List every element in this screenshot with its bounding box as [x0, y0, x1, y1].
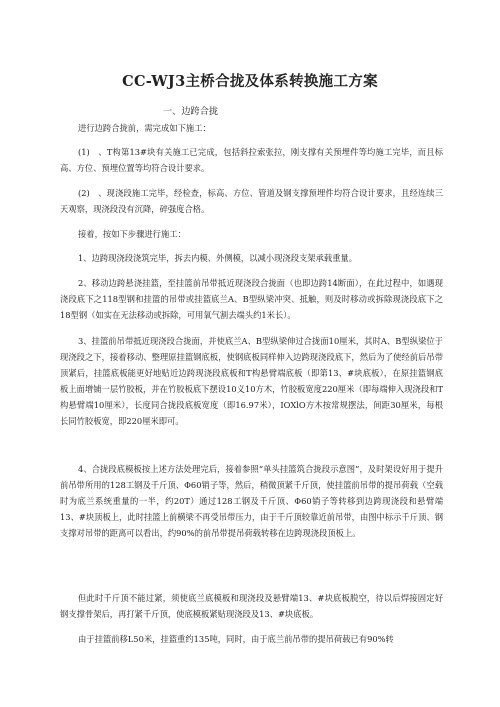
paragraph-steps-intro: 接着，按如下步骤进行施工：: [78, 229, 186, 239]
paragraph-condition-2: (2) 、现浇段施工完毕，经检查，标高、方位、管道及钢支撑预埋件均符合设计要求，且经连续三天观察，现浇段没有沉降，碎强度合格。: [60, 188, 443, 214]
paragraph-step-3: 3、挂篮前吊带抵近现浇段合拢面，并使底兰A、B型纵梁伸过合拢面10厘米，其时A、B型纵梁位于现浇段之下，接着移动、整理原挂篮钢底板，使钢底板同样伸入边跨现浇段底下，然后为了使经前后吊带顶紧后，挂篮底板能更好地贴近边跨现浇段底板和T构悬臂端底板（即第13、#块底板），在原挂篮钢底板上面增铺一层竹胶板，并在竹胶板底下摆设10义10方木，竹胶板宽度220厘米（即每端伸入现浇段和T构悬臂端10厘米），长度同合拢段底板宽度（即16.97米），IOXlO方木按常规摆法，间距30厘米，每根长同竹胶板宽，即220厘米即可。: [60, 336, 443, 426]
paragraph-step-4-note: 但此时千斤顶不能过紧，须使底兰底模板和现浇段及悬臂端13、#块底板脱空，待以后焊接固定好钢支撑骨架后，再打紧千斤顶，使底模板紧贴现浇段及13、#块底板。: [60, 593, 443, 619]
section-heading: 一、边跨合拢: [163, 106, 219, 117]
paragraph-step-5-partial: 由于挂篮前移L50米，挂篮重约135吨，同时，由于底兰前吊带的提吊荷载已有90%转: [78, 634, 394, 644]
paragraph-step-4: 4、合拢段底模板按上述方法处理完后，接着参照“单头挂篮筑合拢段示意图”，及时架设好用于提升前吊带所用的128工钢及千斤顶、Φ60销子等，然后，稍微顶紧千斤顶，使挂篮前吊带的提吊荷载（空载时为底兰系统重量的一半，约20T）通过128工钢及千斤顶、Φ60销子等转移到边跨现浇段和悬臂端13、#块顶板上，此时挂篮上前横梁不再受吊带压力，由于千斤顶较靠近前吊带，由图中标示千斤顶、钢支撑对吊带的距离可以看出，约90%的前吊带提吊荷载转移在边跨现浇段顶板上。: [60, 464, 443, 538]
document-title: CC-WJ3主桥合拢及体系转换施工方案: [122, 73, 378, 90]
paragraph-condition-1: (1) 、T构第13#块有关施工已完成，包括斜拉索张拉，刚支撑有关预埋件等均施工完毕，而且标高、方位、预埋位置等均符合设计要求。: [60, 147, 443, 173]
paragraph-step-2: 2、移动边跨悬浇挂篮，至挂篮前吊带抵近现浇段合拢面（也即边跨14断面），在此过程中，如遇现浇段底下之118型钢和挂篮的吊带或挂篮底兰A、B型纵梁冲突、抵触，则及时移动或拆除现浇段底下之18型钢（如实在无法移动或拆除，可用氧气割去端头约1米长）。: [60, 278, 443, 320]
paragraph-step-1: 1、边跨现浇段浇筑完毕，拆去内模、外侧模，以减小现浇段支架承载重量。: [78, 253, 358, 263]
paragraph-intro: 进行边跨合拢前，需完成如下施工：: [78, 123, 211, 133]
